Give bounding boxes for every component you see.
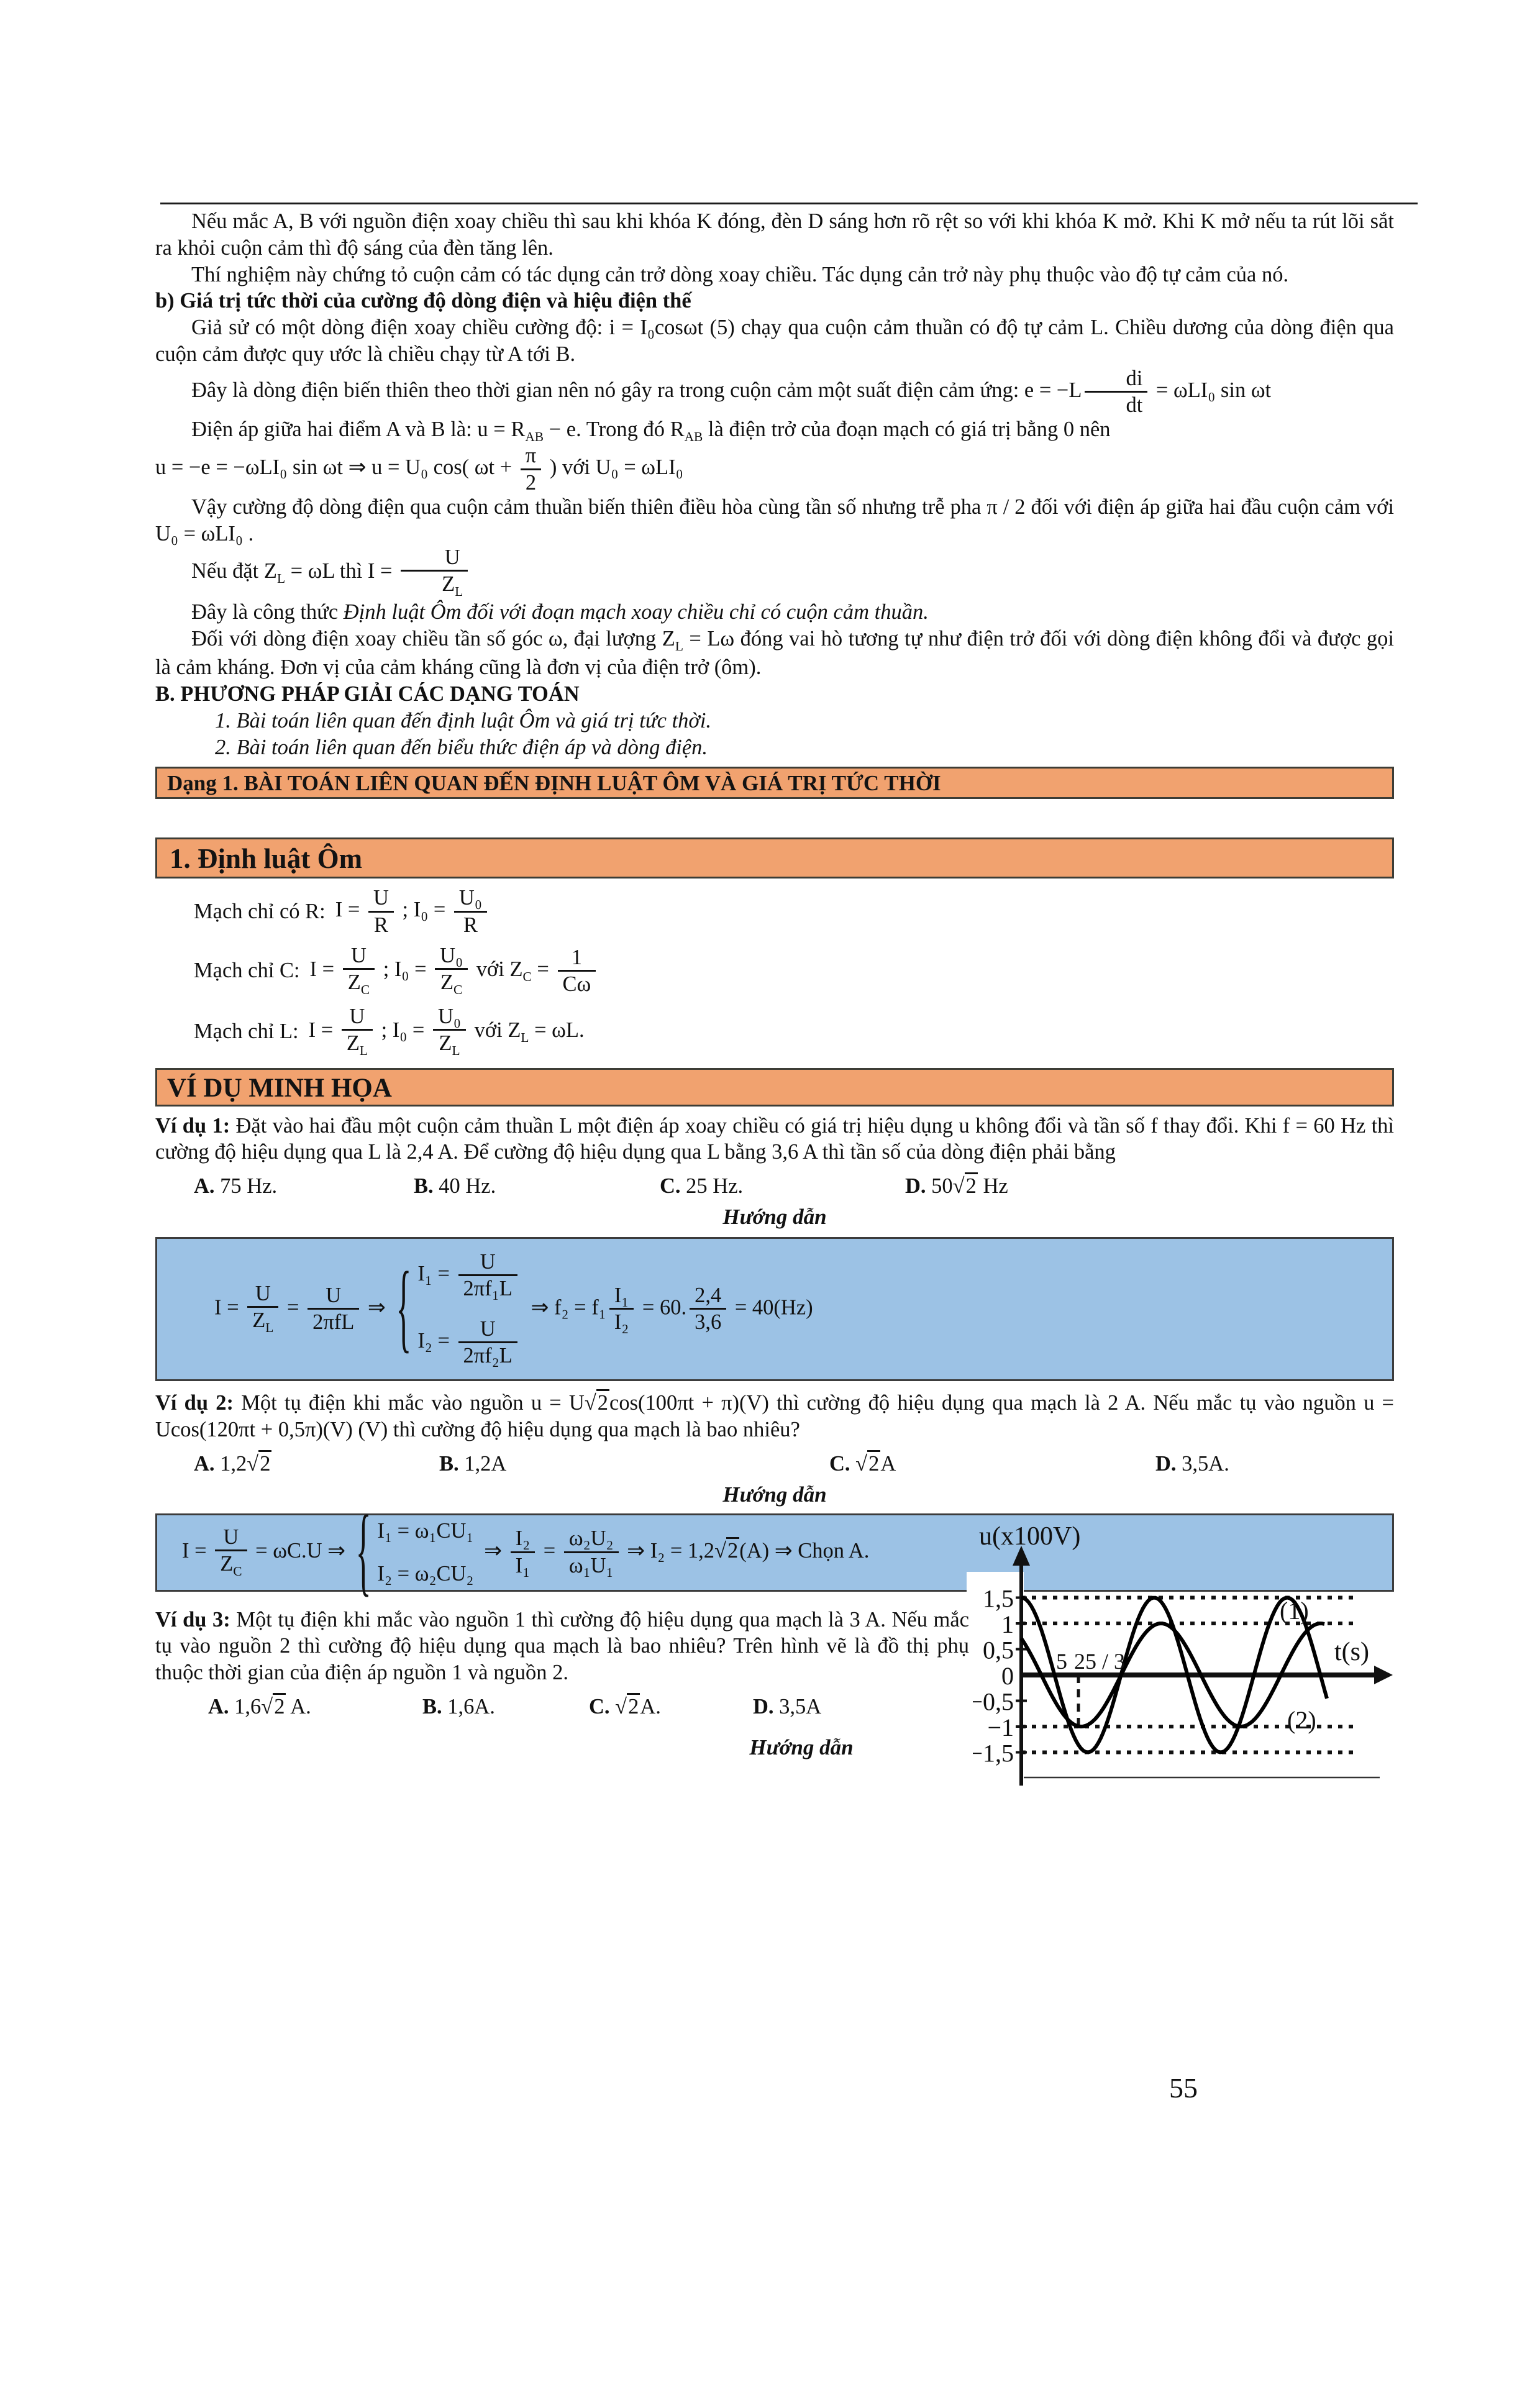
example-3-answer-row	[155, 1695, 969, 1719]
example-2-statement	[155, 1390, 1394, 1443]
solution-formula: I = $\frac{U}{Z_C}$ = ωC.U ⇒ { I₁ = ω₁CU₁ I₂ = ω₂CU₂ ⇒ $\frac{\text{I₂}}{\text{I₁}}$ = $\frac{\text{ω₂U₂}}{\text{ω₁U₁}}$ ⇒ I₂ = 1,2√2(A) ⇒ Chọn A.	[182, 1497, 870, 1607]
solution-formula: I = $\frac{U}{Z_L}$ = $\frac{U}{\text{2πfL}}$ ⇒ { I₁ = $\frac{U}{\text{2πf₁L}}$ I₂ = $\frac{U}{\text{2πf₂L}}$ ⇒ f₂ = f₁ $\frac{\text{I₁}}{\text{I₂}}$ = 60. $\frac{2,4}{3,6}$ = 40(Hz)	[214, 1249, 813, 1368]
section-bar-examples: VÍ DỤ MINH HỌA	[155, 1068, 1394, 1107]
example-1-title: Ví dụ 1:	[155, 1113, 230, 1138]
answer-option-a: A. 1,2√2	[194, 1452, 439, 1476]
answer-option-d: D. 3,5A	[753, 1694, 822, 1718]
ohm-row-inductor	[194, 1006, 1394, 1058]
ohm-row-formula: I = $\frac{U}{Z_C}$ ; I₀ = $\frac{\text{U₀}}{Z_C}$ với $Z_C$ = $\frac{1}{C\omega}$	[310, 945, 599, 997]
ohm-row-label: Mạch chỉ C:	[194, 959, 300, 983]
example-2-title: Ví dụ 2:	[155, 1391, 234, 1415]
example-1-statement	[155, 1113, 1394, 1166]
svg-text:t(s): t(s)	[1334, 1637, 1369, 1666]
paragraph-current-assumption: Giả sử có một dòng điện xoay chiều cường độ: i = I₀cosωt (5) chạy qua cuộn cảm thuần có độ tự cảm L. Chiều dương của dòng điện qua cuộn cảm được quy ước là chiều chạy từ A tới B.	[155, 316, 1394, 366]
answer-option-c: C. 25 Hz.	[660, 1174, 744, 1198]
heading-b-instantaneous-values: b) Giá trị tức thời của cường độ dòng điện và hiệu điện thế	[155, 289, 691, 313]
answer-option-c: C. √2A	[829, 1452, 1155, 1476]
paragraph-phase-conclusion: Vậy cường độ dòng điện qua cuộn cảm thuần biến thiên điều hòa cùng tần số nhưng trễ pha π / 2 đối với điện áp giữa hai đầu cuộn cảm với U₀ = ωLI₀ .	[155, 495, 1394, 545]
example-1-body: Đặt vào hai đầu một cuộn cảm thuần L một điện áp xoay chiều có giá trị hiệu dụng u không đổi và tần số f thay đổi. Khi f = 60 Hz thì cường độ hiệu dụng qua L là 2,4 A. Để cường độ hiệu dụng qua L bằng 3,6 A thì tần số của dòng điện phải bằng	[155, 1113, 1394, 1164]
ohm-row-capacitor	[194, 945, 1394, 997]
answer-option-b: B. 1,2A	[439, 1451, 507, 1476]
svg-text:(1): (1)	[1280, 1596, 1309, 1625]
svg-text:−0,5: −0,5	[973, 1687, 1014, 1716]
ohm-row-label: Mạch chỉ L:	[194, 1020, 299, 1044]
heading-section-b-methods: B. PHƯƠNG PHÁP GIẢI CÁC DẠNG TOÁN	[155, 682, 580, 706]
svg-text:(2): (2)	[1287, 1705, 1316, 1734]
svg-text:−1,5: −1,5	[973, 1739, 1014, 1768]
answer-option-b: B. 1,6A.	[422, 1694, 495, 1718]
svg-text:1: 1	[1001, 1610, 1014, 1638]
svg-text:25 / 3: 25 / 3	[1074, 1648, 1126, 1674]
paragraph-voltage-ab: Điện áp giữa hai điểm A và B là: $u = R_{AB} - e$. Trong đó $R_{AB}$ là điện trở của đoạn mạch có giá trị bằng 0 nên	[191, 417, 1111, 444]
ohm-law-note-italic: Định luật Ôm đối với đoạn mạch xoay chiều chỉ có cuộn cảm thuần.	[343, 600, 929, 624]
guide-label-example-3: Hướng dẫn	[749, 1735, 854, 1759]
voltage-time-graph	[973, 1518, 1408, 1792]
ohm-law-note-lead: Đây là công thức	[191, 600, 344, 624]
solution-box-example-1	[155, 1237, 1394, 1381]
paragraph-reactance-definition: Đối với dòng điện xoay chiều tần số góc ω, đại lượng $Z_L = L\omega$ đóng vai hò tương tự như điện trở đối với dòng điện không đổi và được gọi là cảm kháng. Đơn vị của cảm kháng cũng là đơn vị của điện trở (ôm).	[155, 626, 1394, 680]
answer-option-a: A. 75 Hz.	[194, 1174, 278, 1198]
guide-label-example-1: Hướng dẫn	[722, 1205, 827, 1230]
answer-option-d: D. 3,5A.	[1155, 1451, 1229, 1476]
example-1-answer-row	[155, 1174, 1394, 1198]
formula-impedance-definition: Nếu đặt $Z_L = \omega L$ thì I = $\frac{U}{Z_L}$	[155, 547, 1394, 599]
svg-text:u(x100V): u(x100V)	[979, 1522, 1081, 1551]
ohm-row-formula: I = $\frac{U}{R}$ ; I₀ = $\frac{\text{U₀}}{R}$	[335, 887, 490, 936]
svg-text:0: 0	[1001, 1661, 1014, 1690]
example-2-body: Một tụ điện khi mắc vào nguồn u = U√2cos(100πt + π)(V) thì cường độ hiệu dụng qua mạch là 2 A. Nếu mắc tụ vào nguồn u = Ucos(120πt + 0,5π)(V) (V) thì cường độ hiệu dụng qua mạch là bao nhiêu?	[155, 1389, 1394, 1441]
paragraph-experiment-conclusion: Thí nghiệm này chứng tỏ cuộn cảm có tác dụng cản trở dòng xoay chiều. Tác dụng cản trở này phụ thuộc vào độ tự cảm của nó.	[191, 262, 1289, 286]
section-bar-ohm-law: 1. Định luật Ôm	[155, 837, 1394, 878]
ohm-row-formula: I = $\frac{U}{Z_L}$ ; I₀ = $\frac{\text{U₀}}{Z_L}$ với $Z_L = \omega L$.	[308, 1004, 585, 1058]
example-3-statement	[155, 1607, 969, 1686]
svg-text:0,5: 0,5	[983, 1636, 1014, 1664]
page-number: 55	[1169, 2072, 1198, 2104]
method-list-item-1: 1. Bài toán liên quan đến định luật Ôm và giá trị tức thời.	[215, 708, 712, 732]
answer-option-a: A. 1,6√2 A.	[208, 1695, 422, 1719]
ohm-row-label: Mạch chỉ có R:	[194, 900, 326, 924]
svg-text:1,5: 1,5	[983, 1584, 1014, 1613]
example-2-answer-row	[155, 1452, 1394, 1476]
ohm-row-resistor	[194, 887, 1394, 936]
guide-label-example-2: Hướng dẫn	[722, 1482, 827, 1507]
paragraph-induction-experiment: Nếu mắc A, B với nguồn điện xoay chiều thì sau khi khóa K đóng, đèn D sáng hơn rõ rệt so với khi khóa K mở. Khi K mở nếu ta rút lõi sắt ra khỏi cuộn cảm thì độ sáng của đèn tăng lên.	[155, 209, 1394, 260]
formula-voltage-expression: u = −e = −ωLI₀ sin ωt ⇒ u = U₀ cos( ωt + $\frac{\pi}{2}$ ) với U₀ = ωLI₀	[155, 444, 683, 495]
example-3-title: Ví dụ 3:	[155, 1607, 230, 1631]
document-page	[0, 203, 1540, 2382]
method-list-item-2: 2. Bài toán liên quan đến biểu thức điện áp và dòng điện.	[215, 735, 708, 759]
paragraph-ohm-law-note	[155, 599, 1394, 626]
answer-option-b: B. 40 Hz.	[414, 1174, 496, 1198]
paragraph-induced-emf: Đây là dòng điện biến thiên theo thời gian nên nó gây ra trong cuộn cảm một suất điện cảm ứng: e = −L $\frac{di}{dt}$ = ωLI₀ sin ωt	[191, 366, 1272, 417]
svg-text:5: 5	[1056, 1648, 1067, 1674]
svg-text:−1: −1	[987, 1713, 1014, 1741]
example-3-body: Một tụ điện khi mắc vào nguồn 1 thì cường độ hiệu dụng qua mạch là 3 A. Nếu mắc tụ vào nguồn 2 thì cường độ hiệu dụng qua mạch là bao nhiêu? Trên hình vẽ là đồ thị phụ thuộc thời gian của điện áp nguồn 1 và nguồn 2.	[155, 1607, 969, 1685]
answer-option-c: C. √2A.	[589, 1695, 753, 1719]
page	[0, 203, 1540, 2382]
answer-option-d: D. 50√2 Hz	[905, 1174, 1008, 1198]
header-rule	[160, 203, 1418, 204]
section-bar-dang1: Dạng 1. BÀI TOÁN LIÊN QUAN ĐẾN ĐỊNH LUẬT ÔM VÀ GIÁ TRỊ TỨC THỜI	[155, 767, 1394, 799]
